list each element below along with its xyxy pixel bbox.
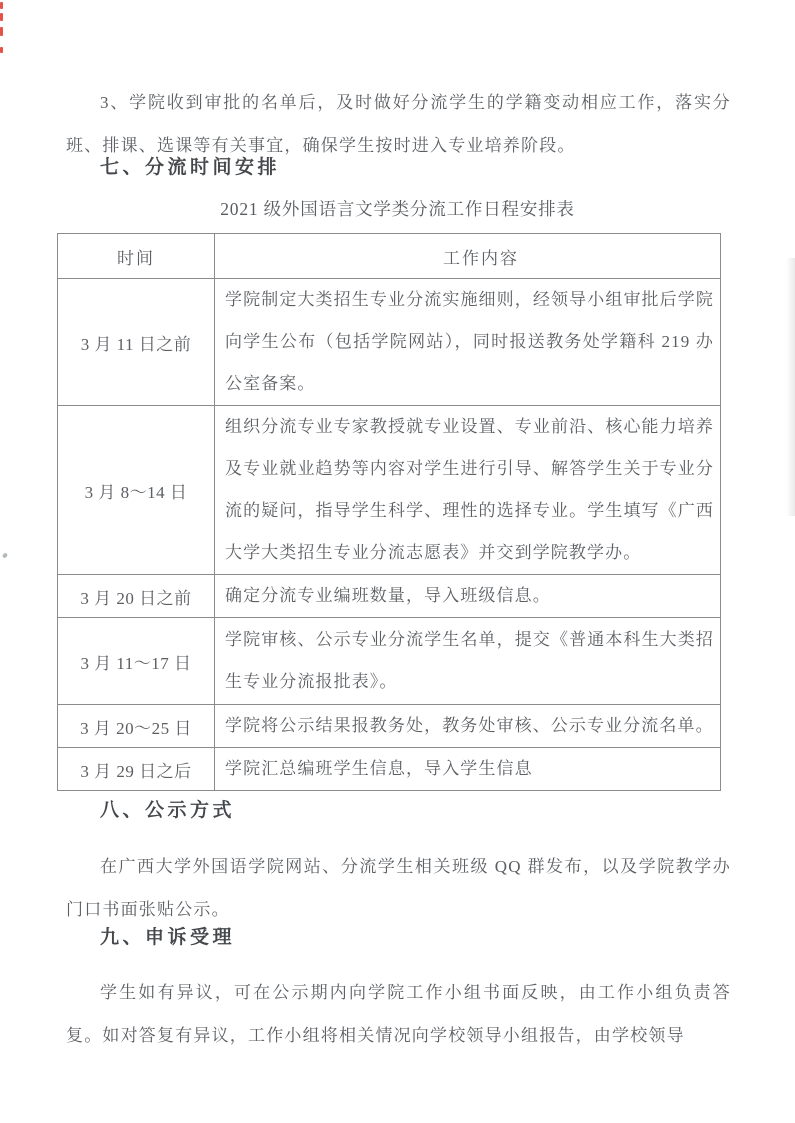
- header-cell-time: 时间: [58, 234, 215, 279]
- scan-artifact-speck: [2, 552, 8, 558]
- table-row: [58, 618, 721, 705]
- scan-artifact-red-dash: [0, 47, 3, 53]
- cell-time: 3 月 20～25 日: [58, 705, 215, 748]
- schedule-table-title: 2021 级外国语言文学类分流工作日程安排表: [220, 199, 575, 219]
- scan-artifact-red-dash: [0, 2, 3, 9]
- cell-content: 学院将公示结果报教务处，教务处审核、公示专业分流名单。: [215, 705, 721, 748]
- schedule-table: [57, 233, 721, 791]
- section-7-heading: 七、分流时间安排: [100, 157, 281, 178]
- cell-content: 学院汇总编班学生信息，导入学生信息: [215, 748, 721, 791]
- cell-time: 3 月 11～17 日: [58, 618, 215, 705]
- table-row: [58, 705, 721, 748]
- table-row: [58, 575, 721, 618]
- cell-time: 3 月 11 日之前: [58, 279, 215, 406]
- section-9-heading: 九、申诉受理: [100, 927, 236, 948]
- section-8-paragraph: 在广西大学外国语学院网站、分流学生相关班级 QQ 群发布，以及学院教学办门口书面张贴公示。: [66, 857, 731, 919]
- scan-artifact-red-dash: [0, 13, 3, 21]
- cell-content: 确定分流专业编班数量，导入班级信息。: [215, 575, 721, 618]
- header-cell-content: 工作内容: [215, 234, 721, 279]
- table-row: [58, 748, 721, 791]
- table-row: [58, 279, 721, 406]
- cell-content: 组织分流专业专家教授就专业设置、专业前沿、核心能力培养及专业就业趋势等内容对学生进行引导、解答学生关于专业分流的疑问，指导学生科学、理性的选择专业。学生填写《广西大学大类招生专业分流志愿表》并交到学院教学办。: [215, 406, 721, 575]
- cell-time: 3 月 8～14 日: [58, 406, 215, 575]
- cell-time: 3 月 29 日之后: [58, 748, 215, 791]
- table-header-row: [58, 234, 721, 279]
- table-row: [58, 406, 721, 575]
- paragraph-item-3: 3、学院收到审批的名单后，及时做好分流学生的学籍变动相应工作，落实分班、排课、选课等有关事宜，确保学生按时进入专业培养阶段。: [66, 93, 731, 155]
- cell-content: 学院审核、公示专业分流学生名单，提交《普通本科生大类招生专业分流报批表》。: [215, 618, 721, 705]
- cell-content: 学院制定大类招生专业分流实施细则，经领导小组审批后学院向学生公布（包括学院网站），同时报送教务处学籍科 219 办公室备案。: [215, 279, 721, 406]
- scan-artifact-red-dash: [0, 27, 3, 36]
- cell-time: 3 月 20 日之前: [58, 575, 215, 618]
- scan-artifact-right-shadow: [786, 258, 795, 516]
- section-8-heading: 八、公示方式: [100, 800, 236, 821]
- section-9-paragraph: 学生如有异议，可在公示期内向学院工作小组书面反映，由工作小组负责答复。如对答复有异议，工作小组将相关情况向学校领导小组报告，由学校领导: [66, 983, 731, 1045]
